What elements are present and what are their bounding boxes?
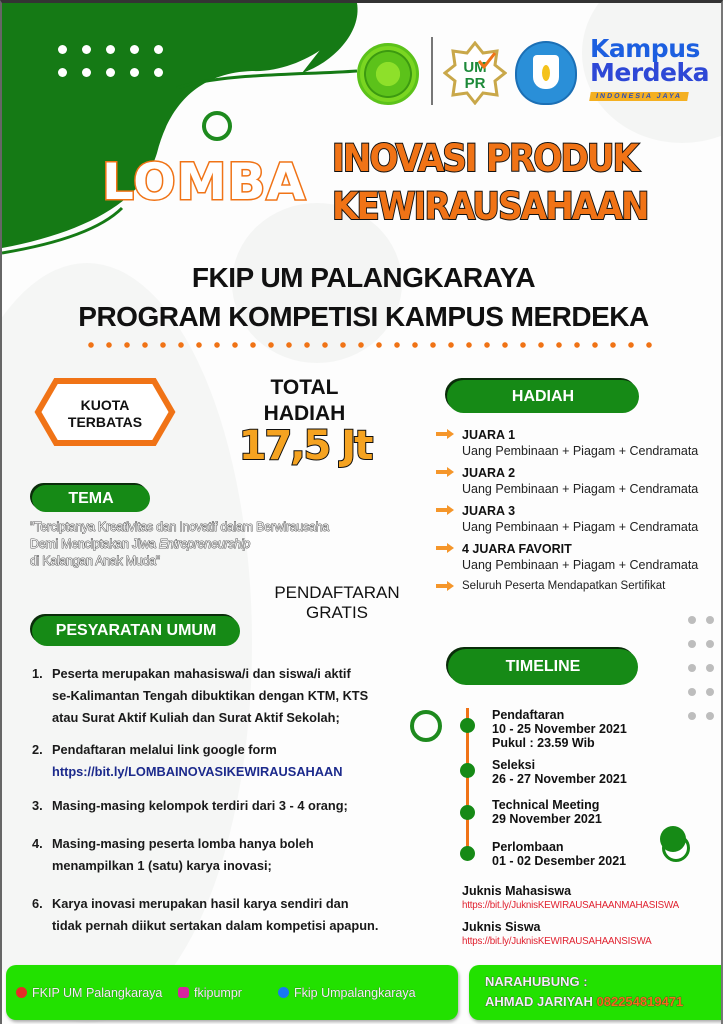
requirement-number: 3. (32, 798, 43, 813)
timeline-dot (460, 846, 475, 861)
timeline-event-date: 26 - 27 November 2021 (492, 772, 627, 786)
umpr-logo (443, 41, 507, 105)
requirement-number: 4. (32, 836, 43, 851)
pendaftaran-gratis: PENDAFTARAN GRATIS (274, 583, 400, 622)
requirement-number: 6. (32, 896, 43, 911)
requirement-item (32, 833, 442, 877)
muhammadiyah-logo (357, 43, 419, 105)
prize-item (434, 427, 723, 459)
total-hadiah-amount: 17,5 Jt (238, 423, 372, 469)
total-hadiah-label: TOTAL HADIAH (263, 376, 346, 425)
kuota-terbatas-badge (34, 377, 176, 447)
logo-divider (431, 37, 433, 105)
timeline-event-name: Pendaftaran (492, 708, 565, 722)
timeline-dot (460, 763, 475, 778)
prize-title: 4 JUARA FAVORIT (462, 542, 572, 556)
social-media-bar (6, 965, 458, 1020)
youtube-icon (16, 987, 27, 998)
juknis-mahasiswa-label: Juknis Mahasiswa (462, 884, 572, 898)
contact-box (469, 965, 723, 1020)
requirement-number: 2. (32, 742, 43, 757)
timeline-event-time: Pukul : 23.59 Wib (492, 736, 595, 750)
contact-name: AHMAD JARIYAH (485, 994, 593, 1009)
arrow-right-icon (436, 467, 454, 477)
timeline-event-name: Perlombaan (492, 840, 564, 854)
facebook-link[interactable]: Fkip Umpalangkaraya (278, 986, 416, 1000)
tut-wuri-handayani-logo (515, 41, 577, 105)
prize-desc: Uang Pembinaan + Piagam + Cendramata (462, 482, 699, 496)
persyaratan-header: PESYARATAN UMUM (32, 616, 240, 646)
arrow-right-icon (436, 581, 454, 591)
timeline-event-name: Technical Meeting (492, 798, 600, 812)
requirement-line: tidak pernah diikut sertakan dalam kompetisi apapun. (52, 918, 379, 933)
juknis-siswa-label: Juknis Siswa (462, 920, 541, 934)
prize-item (434, 541, 723, 573)
umpr-logo-text: PR (464, 75, 486, 92)
registration-link[interactable]: https://bit.ly/LOMBAINOVASIKEWIRAUSAHAAN (52, 764, 343, 779)
requirement-number: 1. (32, 666, 43, 681)
timeline-event-date: 29 November 2021 (492, 812, 602, 826)
umpr-logo-text: UM (463, 59, 487, 76)
timeline-event (492, 758, 627, 786)
kampus-merdeka-tagline: INDONESIA JAYA (589, 92, 689, 101)
double-circle-decoration (660, 826, 690, 856)
timeline-event-name: Seleksi (492, 758, 536, 772)
requirement-line: Masing-masing kelompok terdiri dari 3 - 4 orang; (52, 798, 348, 813)
tema-header: TEMA (32, 485, 150, 512)
contact-label: NARAHUBUNG : (485, 974, 588, 989)
juknis-siswa-link[interactable]: https://bit.ly/JuknisKEWIRAUSAHAANSISWA (462, 936, 652, 947)
requirement-line: atau Surat Aktif Kuliah dan Surat Aktif Sekolah; (52, 710, 340, 725)
lomba-title: LOMBA (102, 153, 307, 211)
timeline-event (492, 840, 626, 868)
contact-phone[interactable]: 082254819471 (596, 994, 684, 1009)
prize-item (434, 465, 723, 497)
title-line: KEWIRAUSAHAAN (332, 185, 648, 228)
kampus-merdeka-logo-text: Kampus (590, 34, 700, 63)
timeline-event-date: 10 - 25 November 2021 (492, 722, 627, 736)
requirement-line: Karya inovasi merupakan hasil karya sendiri dan (52, 896, 349, 911)
title-line: INOVASI PRODUK (332, 137, 638, 180)
prize-item (434, 503, 723, 535)
prize-list (434, 427, 723, 593)
timeline-event (492, 708, 627, 750)
kuota-text: KUOTA TERBATAS (67, 397, 143, 430)
requirement-item (32, 893, 442, 937)
requirement-item (32, 739, 442, 783)
timeline-event (492, 798, 602, 826)
timeline-header: TIMELINE (448, 649, 638, 685)
ring-decoration (202, 111, 232, 141)
prize-title: JUARA 3 (462, 504, 516, 518)
ring-decoration (410, 710, 442, 742)
logo-row (357, 34, 717, 107)
prize-desc: Uang Pembinaan + Piagam + Cendramata (462, 520, 699, 534)
requirement-line: se-Kalimantan Tengah dibuktikan dengan KTM, KTS (52, 688, 369, 703)
juknis-links (462, 883, 723, 955)
timeline-dot (460, 718, 475, 733)
program-title: PROGRAM KOMPETISI KAMPUS MERDEKA (78, 301, 649, 332)
prize-title: JUARA 1 (462, 428, 516, 442)
prize-desc: Uang Pembinaan + Piagam + Cendramata (462, 558, 699, 572)
requirement-line: Peserta merupakan mahasiswa/i dan siswa/i aktif (52, 666, 351, 681)
youtube-link[interactable]: FKIP UM Palangkaraya (16, 986, 162, 1000)
gray-dot-grid (688, 616, 714, 720)
dotted-divider (82, 342, 652, 348)
requirement-line: Masing-masing peserta lomba hanya boleh (52, 836, 314, 851)
competition-title (332, 135, 648, 231)
prize-desc: Uang Pembinaan + Piagam + Cendramata (462, 444, 699, 458)
white-dot-grid (58, 45, 163, 77)
requirements-list (32, 663, 442, 937)
tema-text: "Terciptanya Kreativitas dan Inovatif dalam Berwirausaha Demi Menciptakan Jiwa Entrepreneurship di Kalangan Anak Muda" (30, 520, 329, 568)
hadiah-header: HADIAH (447, 380, 639, 413)
instagram-icon (178, 987, 189, 998)
prize-note (434, 579, 723, 593)
prize-title: JUARA 2 (462, 466, 516, 480)
arrow-right-icon (436, 505, 454, 515)
arrow-right-icon (436, 429, 454, 439)
timeline-dot (460, 805, 475, 820)
requirement-line: menampilkan 1 (satu) karya inovasi; (52, 858, 272, 873)
requirement-line: Pendaftaran melalui link google form (52, 742, 277, 757)
facebook-icon (278, 987, 289, 998)
organizer-title: FKIP UM PALANGKARAYA (191, 262, 536, 293)
kampus-merdeka-logo (590, 34, 718, 107)
prize-note-text: Seluruh Peserta Mendapatkan Sertifikat (462, 580, 666, 592)
instagram-link[interactable]: fkipumpr (178, 986, 242, 1000)
kampus-merdeka-logo-text: Merdeka (590, 58, 710, 87)
juknis-mahasiswa-link[interactable]: https://bit.ly/JuknisKEWIRAUSAHAANMAHASISWA (462, 900, 679, 911)
timeline-event-date: 01 - 02 Desember 2021 (492, 854, 627, 868)
arrow-right-icon (436, 543, 454, 553)
requirement-item (32, 795, 442, 817)
requirement-item (32, 663, 442, 729)
contact-info (485, 972, 683, 1012)
